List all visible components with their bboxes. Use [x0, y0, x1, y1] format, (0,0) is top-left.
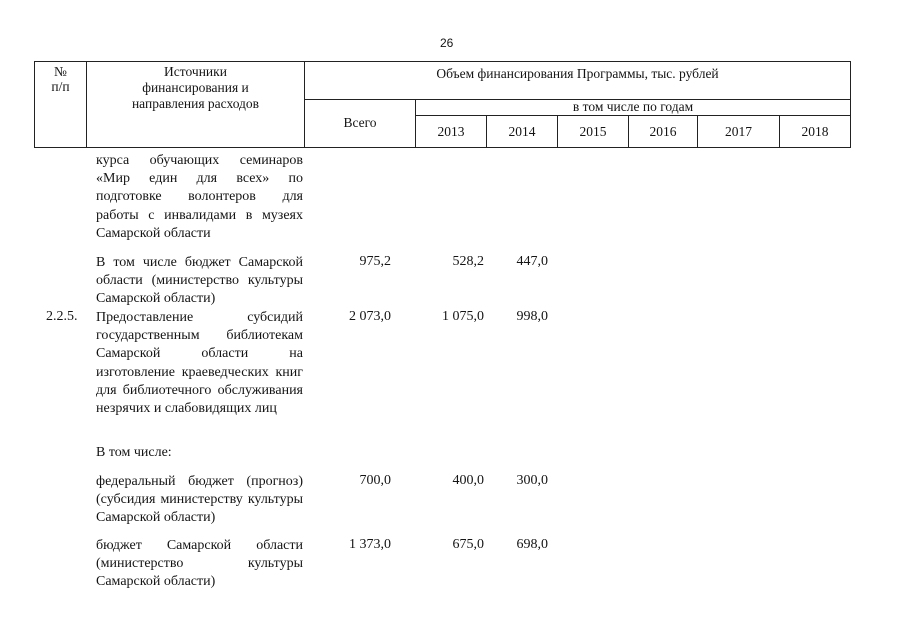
column-header-number	[35, 62, 87, 148]
row-text-federal-budget: федеральный бюджет (прогноз) (субсидия министерству культуры Самарской области)	[96, 474, 303, 526]
column-header-year-2014: 2014	[487, 116, 558, 148]
sources-label-line-3: направления расходов	[131, 96, 260, 111]
row-value-2014: 447,0	[516, 254, 548, 269]
row-value-2014: 698,0	[516, 537, 548, 552]
row-value-total: 2 073,0	[349, 309, 391, 324]
row-value-2013: 1 075,0	[442, 309, 484, 324]
row-text-seminars-continuation: курса обучающих семинаров «Мир един для всех» по подготовке волонтеров для работы с инвалидами в музеях Самарской области	[96, 153, 303, 241]
row-text-including: В том числе:	[96, 445, 172, 460]
row-value-2013: 528,2	[452, 254, 484, 269]
row-text-budget-samara-1: В том числе бюджет Самарской области (министерство культуры Самарской области)	[96, 255, 303, 307]
row-text-subsidies-libraries: Предоставление субсидий государственным библиотекам Самарской области на изготовление краеведческих книг для библиотечного обслуживания незрячих и слабовидящих лиц	[96, 310, 303, 417]
column-header-year-2017: 2017	[698, 116, 780, 148]
column-header-year-2016: 2016	[629, 116, 698, 148]
column-header-year-2013: 2013	[416, 116, 487, 148]
row-value-2014: 998,0	[516, 309, 548, 324]
sources-label-line-2: финансирования и	[142, 80, 249, 95]
financing-table-header	[34, 61, 851, 148]
row-value-total: 1 373,0	[349, 537, 391, 552]
number-sign-label: №	[54, 64, 67, 79]
column-header-sources	[87, 62, 305, 148]
row-value-total: 975,2	[359, 254, 391, 269]
row-value-2014: 300,0	[516, 473, 548, 488]
sources-label-line-1: Источники	[164, 64, 227, 79]
row-number-2-2-5: 2.2.5.	[46, 309, 78, 324]
page-number: 26	[440, 36, 454, 50]
column-header-total: Всего	[305, 99, 416, 147]
column-header-year-2015: 2015	[558, 116, 629, 148]
column-header-volume: Объем финансирования Программы, тыс. рублей	[305, 62, 851, 100]
column-header-year-2018: 2018	[780, 116, 851, 148]
pp-label: п/п	[51, 79, 70, 94]
row-value-2013: 675,0	[452, 537, 484, 552]
row-value-total: 700,0	[359, 473, 391, 488]
row-text-budget-samara-2: бюджет Самарской области (министерство культуры Самарской области)	[96, 538, 303, 590]
column-header-by-years: в том числе по годам	[416, 99, 851, 115]
row-value-2013: 400,0	[452, 473, 484, 488]
